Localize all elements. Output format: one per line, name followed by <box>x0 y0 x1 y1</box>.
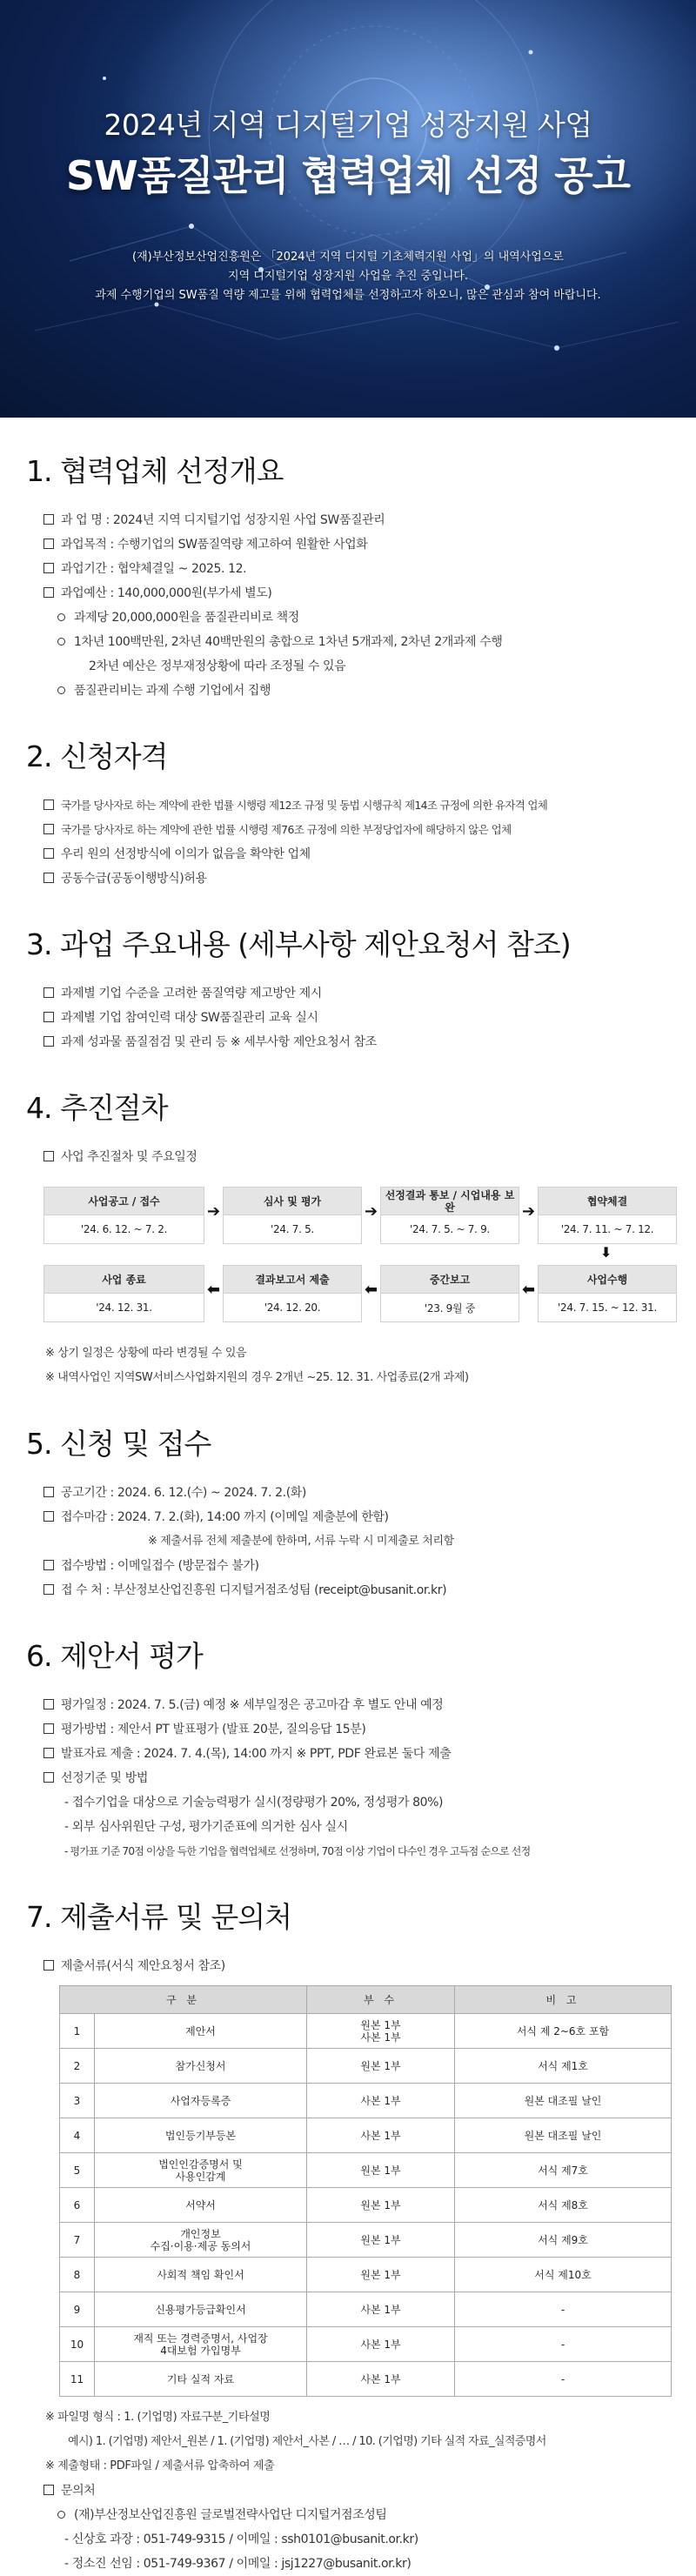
table-row <box>60 2118 672 2153</box>
list-item: 국가를 당사자로 하는 계약에 관한 법률 시행령 제76조 규정에 의한 부정당업자에 해당하지 않은 업체 <box>26 818 670 842</box>
circle-bullet-icon <box>57 638 65 646</box>
checkbox-icon <box>44 1699 54 1710</box>
note: ※ 파일명 형식 : 1. (기업명) 자료구분_기타설명 <box>45 2411 271 2424</box>
checkbox-icon <box>44 514 54 525</box>
list-item: 접수마감 : 2024. 7. 2.(화), 14:00 까지 (이메일 제출분에 한함) <box>26 1505 670 1529</box>
note: ※ 내역사업인 지역SW서비스사업화지원의 경우 2개년 ~25. 12. 31. 사업종료(2개 과제) <box>45 1371 469 1384</box>
section-title: 7. 제출서류 및 문의처 <box>26 1900 291 1934</box>
table-cell: 사회적 책임 확인서 <box>95 2258 307 2292</box>
table-row <box>60 2223 672 2258</box>
table-cell: 서식 제10호 <box>455 2258 672 2292</box>
arrow-right-icon: ➔ <box>365 1202 378 1221</box>
list-item: 문의처 <box>26 2479 670 2503</box>
hero-title: SW품질관리 협력업체 선정 공고 <box>65 152 631 199</box>
table-cell: 10 <box>60 2327 95 2362</box>
table-cell: 개인정보 수집·이용·제공 동의서 <box>95 2223 307 2258</box>
table-cell: - <box>455 2362 672 2397</box>
arrow-down-icon: ⬇ <box>600 1244 612 1261</box>
sub-item: - 외부 심사위원단 구성, 평가기준표에 의거한 심사 실시 <box>64 1820 348 1834</box>
checkbox-icon <box>44 848 54 859</box>
flow-step: 사업수행 '24. 7. 15. ~ 12. 31. <box>538 1265 677 1322</box>
table-cell: 5 <box>60 2153 95 2188</box>
table-cell: 2 <box>60 2049 95 2084</box>
list-item: 공고기간 : 2024. 6. 12.(수) ~ 2024. 7. 2.(화) <box>26 1481 670 1505</box>
checkbox-icon <box>44 987 54 998</box>
checkbox-icon <box>44 563 54 573</box>
table-cell: 법인등기부등본 <box>95 2118 307 2153</box>
section-title: 3. 과업 주요내용 (세부사항 제안요청서 참조) <box>26 927 571 961</box>
hero-subtitle: 2024년 지역 디지털기업 성장지원 사업 <box>104 108 592 142</box>
note: 예시) 1. (기업명) 제안서_원본 / 1. (기업명) 제안서_사본 / … / 10. (기업명) 기타 실적 자료_실적증명서 <box>68 2435 546 2448</box>
table-cell: 사본 1부 <box>307 2327 455 2362</box>
note: ※ 제출서류 전체 제출분에 한하며, 서류 누락 시 미제출로 처리함 <box>148 1535 454 1548</box>
checkbox-icon <box>44 824 54 834</box>
list-item: 국가를 당사자로 하는 계약에 관한 법률 시행령 제12조 규정 및 동법 시행규칙 제14조 규정에 의한 유자격 업체 <box>26 793 670 818</box>
list-item: 과제별 기업 참여인력 대상 SW품질관리 교육 실시 <box>26 1006 670 1030</box>
list-item: 과업기간 : 협약체결일 ~ 2025. 12. <box>26 557 670 581</box>
circle-bullet-icon <box>57 613 65 621</box>
hero-background-graphic <box>0 0 696 418</box>
arrow-right-icon: ➔ <box>207 1202 221 1221</box>
procedure-flowchart <box>44 1178 687 1335</box>
table-cell: 서식 제9호 <box>455 2223 672 2258</box>
notice-body <box>0 452 696 2576</box>
table-cell: 서식 제8호 <box>455 2188 672 2223</box>
list-item: 제출서류(서식 제안요청서 참조) <box>26 1954 670 1978</box>
table-cell: 원본 1부 <box>307 2188 455 2223</box>
section-title: 2. 신청자격 <box>26 739 168 773</box>
flow-step: 사업공고 / 접수 '24. 6. 12. ~ 7. 2. <box>44 1187 204 1244</box>
list-item: 사업 추진절차 및 주요일정 <box>26 1145 670 1169</box>
checkbox-icon <box>44 1748 54 1758</box>
table-cell: 6 <box>60 2188 95 2223</box>
table-cell: 원본 1부 <box>307 2153 455 2188</box>
sub-item: (재)부산정보산업진흥원 글로벌전략사업단 디지털거점조성팀 <box>26 2503 670 2527</box>
table-row <box>60 2049 672 2084</box>
section-overview <box>26 452 670 703</box>
table-cell: 재직 또는 경력증명서, 사업장 4대보험 가입명부 <box>95 2327 307 2362</box>
table-cell: 11 <box>60 2362 95 2397</box>
list-item: 접수방법 : 이메일접수 (방문접수 불가) <box>26 1554 670 1578</box>
table-row <box>60 2258 672 2292</box>
arrow-left-icon: ⬅ <box>207 1281 221 1299</box>
list-item: 과업목적 : 수행기업의 SW품질역량 제고하여 원활한 사업화 <box>26 532 670 557</box>
documents-table <box>59 1985 672 2397</box>
flow-step: 선정결과 통보 / 시업내용 보완 '24. 7. 5. ~ 7. 9. <box>380 1187 519 1244</box>
sub-item: - 접수기업을 대상으로 기술능력평가 실시(정량평가 20%, 정성평가 80%) <box>64 1796 444 1810</box>
column-header: 구 분 <box>60 1986 307 2014</box>
section-scope <box>26 926 670 1054</box>
checkbox-icon <box>44 1036 54 1047</box>
table-cell: 서약서 <box>95 2188 307 2223</box>
table-cell: 기타 실적 자료 <box>95 2362 307 2397</box>
documents-table-body <box>60 2014 672 2397</box>
list-item: 평가일정 : 2024. 7. 5.(금) 예정 ※ 세부일정은 공고마감 후 별도 안내 예정 <box>26 1693 670 1717</box>
arrow-right-icon: ➔ <box>522 1202 536 1221</box>
table-cell: 사본 1부 <box>307 2118 455 2153</box>
list-item: 과제 성과물 품질점검 및 관리 등 ※ 세부사항 제안요청서 참조 <box>26 1030 670 1054</box>
table-cell: 사업자등록증 <box>95 2084 307 2118</box>
table-cell: 7 <box>60 2223 95 2258</box>
table-cell: 사본 1부 <box>307 2292 455 2327</box>
table-cell: 원본 1부 <box>307 2049 455 2084</box>
table-cell: 참가신청서 <box>95 2049 307 2084</box>
sub-item: 1차년 100백만원, 2차년 40백만원의 총합으로 1차년 5개과제, 2차년 2개과제 수행 <box>26 630 670 654</box>
list-item: 과 업 명 : 2024년 지역 디지털기업 성장지원 사업 SW품질관리 <box>26 508 670 532</box>
hero-description <box>0 248 696 305</box>
checkbox-icon <box>44 1584 54 1595</box>
table-cell: 원본 1부 사본 1부 <box>307 2014 455 2049</box>
table-row <box>60 2084 672 2118</box>
table-row <box>60 2014 672 2049</box>
arrow-left-icon: ⬅ <box>522 1281 536 1299</box>
table-cell: 사본 1부 <box>307 2362 455 2397</box>
table-row <box>60 2362 672 2397</box>
sub-item: 품질관리비는 과제 수행 기업에서 집행 <box>26 679 670 703</box>
table-cell: 제안서 <box>95 2014 307 2049</box>
checkbox-icon <box>44 800 54 810</box>
hero-desc-line: 지역 디지털기업 성장지원 사업을 추진 중입니다. <box>228 270 468 283</box>
column-header: 비 고 <box>455 1986 672 2014</box>
table-cell: 서식 제7호 <box>455 2153 672 2188</box>
arrow-left-icon: ⬅ <box>365 1281 378 1299</box>
list-item: 평가방법 : 제안서 PT 발표평가 (발표 20분, 질의응답 15분) <box>26 1717 670 1742</box>
section-title: 4. 추진절차 <box>26 1091 168 1125</box>
table-cell: 사본 1부 <box>307 2084 455 2118</box>
table-row <box>60 2188 672 2223</box>
checkbox-icon <box>44 873 54 883</box>
section-procedure <box>26 1089 670 1390</box>
checkbox-icon <box>44 2485 54 2495</box>
checkbox-icon <box>44 1772 54 1783</box>
table-cell: 원본 대조필 날인 <box>455 2118 672 2153</box>
table-row <box>60 2327 672 2362</box>
table-cell: 3 <box>60 2084 95 2118</box>
sub-item: - 평가표 기준 70점 이상을 득한 기업을 협력업체로 선정하며, 70점 이상 기업이 다수인 경우 고득점 순으로 선정 <box>64 1845 531 1857</box>
checkbox-icon <box>44 1560 54 1570</box>
section-title: 1. 협력업체 선정개요 <box>26 454 284 488</box>
table-cell: 9 <box>60 2292 95 2327</box>
checkbox-icon <box>44 1012 54 1022</box>
checkbox-icon <box>44 587 54 598</box>
table-cell: 원본 1부 <box>307 2258 455 2292</box>
table-cell: - <box>455 2327 672 2362</box>
checkbox-icon <box>44 1960 54 1970</box>
table-cell: 법인인감증명서 및 사용인감계 <box>95 2153 307 2188</box>
list-item: 과업예산 : 140,000,000원(부가세 별도) <box>26 581 670 606</box>
table-cell: 1 <box>60 2014 95 2049</box>
circle-bullet-icon <box>57 686 65 694</box>
list-item: 공동수급(공동이행방식)허용 <box>26 866 670 891</box>
section-application <box>26 1425 670 1602</box>
list-item: 접 수 처 : 부산정보산업진흥원 디지털거점조성팀 (receipt@busanit.or.kr) <box>26 1578 670 1602</box>
note: ※ 제출형태 : PDF파일 / 제출서류 압축하여 제출 <box>45 2459 275 2472</box>
table-cell: 원본 1부 <box>307 2223 455 2258</box>
list-item: 선정기준 및 방법 <box>26 1766 670 1790</box>
contact-item: - 신상호 과장 : 051-749-9315 / 이메일 : ssh0101@busanit.or.kr) <box>64 2533 418 2546</box>
checkbox-icon <box>44 1511 54 1522</box>
sub-item: 과제당 20,000,000원을 품질관리비로 책정 <box>26 606 670 630</box>
circle-bullet-icon <box>57 2511 65 2519</box>
hero-banner <box>0 0 696 418</box>
flow-step: 중간보고 '23. 9월 중 <box>380 1265 519 1322</box>
checkbox-icon <box>44 1487 54 1497</box>
section-evaluation <box>26 1637 670 1863</box>
checkbox-icon <box>44 539 54 549</box>
list-item: 과제별 기업 수준을 고려한 품질역량 제고방안 제시 <box>26 981 670 1006</box>
table-cell: 서식 제 2~6호 포함 <box>455 2014 672 2049</box>
checkbox-icon <box>44 1151 54 1161</box>
table-row <box>60 2292 672 2327</box>
hero-desc-line: (재)부산정보산업진흥원은 「2024년 지역 디지털 기초체력지원 사업」의 내역사업으로 <box>132 251 564 264</box>
list-item: 발표자료 제출 : 2024. 7. 4.(목), 14:00 까지 ※ PPT, PDF 완료본 둘다 제출 <box>26 1742 670 1766</box>
flow-step: 심사 및 평가 '24. 7. 5. <box>223 1187 362 1244</box>
section-documents <box>26 1898 670 2576</box>
section-title: 5. 신청 및 접수 <box>26 1427 211 1461</box>
note: ※ 상기 일정은 상황에 따라 변경될 수 있음 <box>45 1347 247 1360</box>
flow-step: 사업 종료 '24. 12. 31. <box>44 1265 204 1322</box>
table-cell: 서식 제1호 <box>455 2049 672 2084</box>
hero-desc-line: 과제 수행기업의 SW품질 역량 제고를 위해 협력업체를 선정하고자 하오니, 많은 관심과 참여 바랍니다. <box>95 289 601 302</box>
flow-step: 결과보고서 제출 '24. 12. 20. <box>223 1265 362 1322</box>
column-header: 부 수 <box>307 1986 455 2014</box>
contact-item: - 정소진 선임 : 051-749-9367 / 이메일 : jsj1227@busanit.or.kr) <box>64 2557 412 2571</box>
section-title: 6. 제안서 평가 <box>26 1639 203 1673</box>
section-eligibility <box>26 738 670 891</box>
table-cell: 신용평가등급확인서 <box>95 2292 307 2327</box>
flow-step: 협약체결 '24. 7. 11. ~ 7. 12. <box>538 1187 677 1244</box>
checkbox-icon <box>44 1723 54 1734</box>
table-row <box>60 2153 672 2188</box>
table-cell: 원본 대조필 날인 <box>455 2084 672 2118</box>
table-cell: 8 <box>60 2258 95 2292</box>
table-cell: 4 <box>60 2118 95 2153</box>
table-header-row <box>60 1986 672 2014</box>
table-cell: - <box>455 2292 672 2327</box>
list-item: 우리 원의 선정방식에 이의가 없음을 확약한 업체 <box>26 842 670 866</box>
sub-item-cont: 2차년 예산은 정부재정상황에 따라 조정될 수 있음 <box>89 659 346 673</box>
